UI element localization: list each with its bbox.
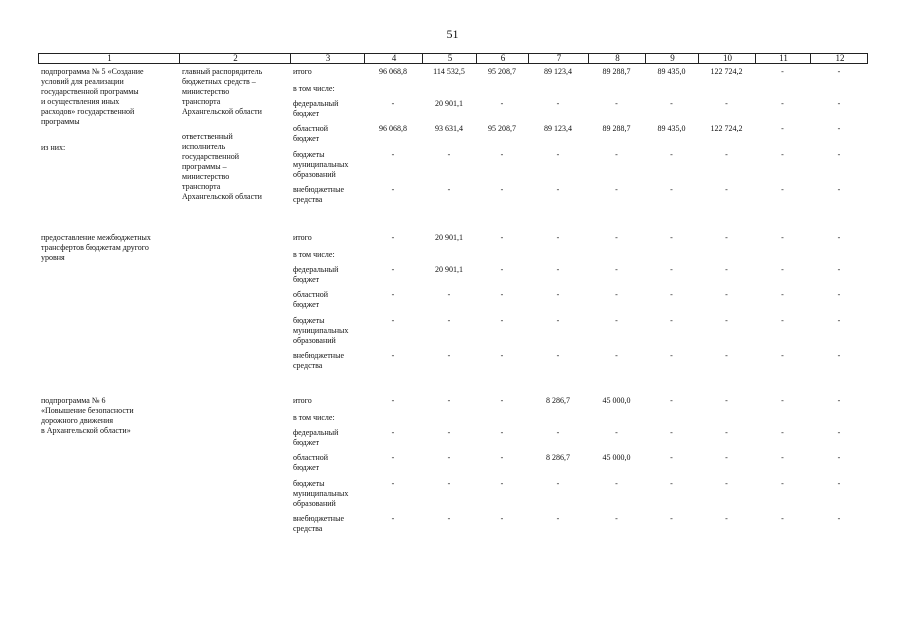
value-cell: - <box>556 428 560 437</box>
funding-source-label: внебюджетные средства <box>293 351 344 370</box>
value-cell: - <box>500 453 504 462</box>
value-cell: - <box>781 124 784 133</box>
funding-source-label: областной бюджет <box>293 124 329 143</box>
value-cell: - <box>391 479 395 488</box>
value-cell: - <box>447 290 451 299</box>
value-cell: - <box>615 316 618 325</box>
value-cell: - <box>781 479 784 488</box>
value-cell: - <box>500 316 504 325</box>
value-cell: - <box>837 316 841 325</box>
value-cell: - <box>781 514 784 523</box>
value-cell: - <box>556 99 560 108</box>
value-cell: - <box>725 428 728 437</box>
value-cell: - <box>837 453 841 462</box>
value-cell: - <box>391 265 395 274</box>
value-cell: - <box>556 351 560 360</box>
value-cell: - <box>725 233 728 242</box>
value-cell: - <box>500 514 504 523</box>
value-cell: - <box>615 514 618 523</box>
value-cell: 95 208,7 <box>488 67 516 76</box>
value-cell: - <box>391 351 395 360</box>
header-divider <box>422 54 423 63</box>
value-cell: - <box>556 290 560 299</box>
funding-source-label: бюджеты муниципальных образований <box>293 479 349 508</box>
value-cell: - <box>391 185 395 194</box>
value-cell: - <box>837 124 841 133</box>
value-cell: 8 286,7 <box>546 453 570 462</box>
funding-source-label: федеральный бюджет <box>293 265 339 284</box>
header-divider <box>528 54 529 63</box>
value-cell: - <box>725 290 728 299</box>
value-cell: - <box>837 396 841 405</box>
value-cell: - <box>615 265 618 274</box>
value-cell: - <box>615 99 618 108</box>
value-cell: - <box>670 233 673 242</box>
value-cell: - <box>725 99 728 108</box>
header-divider <box>290 54 291 63</box>
value-cell: - <box>837 428 841 437</box>
value-cell: - <box>391 150 395 159</box>
value-cell: - <box>500 479 504 488</box>
value-cell: - <box>391 233 395 242</box>
value-cell: 93 631,4 <box>435 124 463 133</box>
value-cell: - <box>500 351 504 360</box>
value-cell: - <box>556 265 560 274</box>
header-col-3: 3 <box>325 53 331 63</box>
value-cell: - <box>781 290 784 299</box>
value-cell: - <box>447 150 451 159</box>
value-cell: - <box>447 351 451 360</box>
value-cell: 89 288,7 <box>602 67 631 76</box>
value-cell: - <box>556 185 560 194</box>
value-cell: - <box>500 99 504 108</box>
value-cell: - <box>556 514 560 523</box>
value-cell: - <box>725 396 728 405</box>
section-title: подпрограмма № 5 «Создание условий для реализации государственной программы и осуществления иных расходов» государственной программы <box>41 67 144 126</box>
funding-source-label: областной бюджет <box>293 453 329 472</box>
funding-source-label: в том числе: <box>293 413 335 422</box>
value-cell: - <box>670 290 673 299</box>
value-cell: 89 435,0 <box>657 124 686 133</box>
funding-source-label: в том числе: <box>293 250 335 259</box>
funding-source-label: внебюджетные средства <box>293 185 344 204</box>
section-subheading: из них: <box>41 143 66 152</box>
section-title: предоставление межбюджетных трансфертов бюджетам другого уровня <box>41 233 151 262</box>
responsible-executor: ответственный исполнитель государственной программы – министерство транспорта Архангельской области <box>182 132 262 201</box>
value-cell: - <box>837 185 841 194</box>
value-cell: - <box>781 453 784 462</box>
funding-source-label: федеральный бюджет <box>293 428 339 447</box>
table-header <box>38 53 868 64</box>
header-col-12: 12 <box>835 53 845 63</box>
header-divider <box>698 54 699 63</box>
value-cell: - <box>500 233 504 242</box>
value-cell: - <box>556 150 560 159</box>
value-cell: - <box>837 351 841 360</box>
value-cell: - <box>447 316 451 325</box>
responsible-main-manager: главный распорядитель бюджетных средств – министерство транспорта Архангельской области <box>182 67 263 116</box>
value-cell: - <box>447 479 451 488</box>
value-cell: 8 286,7 <box>546 396 570 405</box>
value-cell: 122 724,2 <box>710 67 743 76</box>
header-divider <box>476 54 477 63</box>
header-col-5: 5 <box>447 53 453 63</box>
value-cell: - <box>781 265 784 274</box>
value-cell: - <box>670 150 673 159</box>
header-divider <box>364 54 365 63</box>
funding-source-label: бюджеты муниципальных образований <box>293 316 349 345</box>
value-cell: 89 435,0 <box>657 67 686 76</box>
header-col-2: 2 <box>233 53 238 63</box>
value-cell: 122 724,2 <box>710 124 743 133</box>
value-cell: - <box>670 316 673 325</box>
value-cell: - <box>391 290 395 299</box>
value-cell: - <box>670 514 673 523</box>
value-cell: - <box>781 67 784 76</box>
value-cell: - <box>837 479 841 488</box>
value-cell: - <box>781 428 784 437</box>
value-cell: - <box>556 316 560 325</box>
funding-source-label: в том числе: <box>293 84 335 93</box>
value-cell: - <box>670 265 673 274</box>
value-cell: - <box>670 453 673 462</box>
header-divider <box>645 54 646 63</box>
page-number: 51 <box>446 27 459 41</box>
header-col-8: 8 <box>615 53 620 63</box>
value-cell: 45 000,0 <box>602 396 631 405</box>
funding-source-label: итого <box>293 233 312 242</box>
value-cell: - <box>615 150 618 159</box>
value-cell: - <box>725 514 728 523</box>
header-col-11: 11 <box>779 53 788 63</box>
value-cell: - <box>500 150 504 159</box>
header-divider <box>755 54 756 63</box>
value-cell: - <box>781 351 784 360</box>
value-cell: 89 288,7 <box>602 124 631 133</box>
value-cell: - <box>391 99 395 108</box>
value-cell: - <box>391 316 395 325</box>
value-cell: - <box>500 185 504 194</box>
value-cell: - <box>837 514 841 523</box>
value-cell: - <box>615 233 618 242</box>
value-cell: - <box>725 265 728 274</box>
value-cell: 45 000,0 <box>602 453 631 462</box>
value-cell: - <box>670 479 673 488</box>
value-cell: 114 532,5 <box>433 67 465 76</box>
value-cell: - <box>781 99 784 108</box>
value-cell: - <box>500 265 504 274</box>
header-col-7: 7 <box>556 53 562 63</box>
value-cell: - <box>837 99 841 108</box>
value-cell: 20 901,1 <box>435 265 463 274</box>
value-cell: - <box>670 351 673 360</box>
value-cell: - <box>556 233 560 242</box>
value-cell: - <box>725 185 728 194</box>
value-cell: - <box>615 351 618 360</box>
value-cell: 20 901,1 <box>435 99 463 108</box>
header-col-4: 4 <box>391 53 397 63</box>
value-cell: - <box>781 233 784 242</box>
value-cell: - <box>837 233 841 242</box>
header-col-6: 6 <box>500 53 506 63</box>
value-cell: - <box>447 453 451 462</box>
value-cell: - <box>725 479 728 488</box>
value-cell: - <box>781 396 784 405</box>
funding-source-label: итого <box>293 396 312 405</box>
value-cell: - <box>500 428 504 437</box>
value-cell: - <box>615 428 618 437</box>
value-cell: - <box>670 185 673 194</box>
value-cell: - <box>837 150 841 159</box>
value-cell: - <box>615 290 618 299</box>
funding-source-label: областной бюджет <box>293 290 329 309</box>
header-col-10: 10 <box>723 53 732 63</box>
value-cell: - <box>837 67 841 76</box>
value-cell: - <box>447 428 451 437</box>
value-cell: - <box>725 453 728 462</box>
value-cell: 89 123,4 <box>544 67 572 76</box>
value-cell: 95 208,7 <box>488 124 516 133</box>
value-cell: - <box>781 185 784 194</box>
value-cell: - <box>500 396 504 405</box>
value-cell: - <box>670 99 673 108</box>
header-divider <box>179 54 180 63</box>
value-cell: 89 123,4 <box>544 124 572 133</box>
value-cell: - <box>447 185 451 194</box>
value-cell: - <box>725 150 728 159</box>
value-cell: 96 068,8 <box>379 67 407 76</box>
value-cell: - <box>615 185 618 194</box>
header-divider <box>588 54 589 63</box>
funding-source-label: итого <box>293 67 312 76</box>
value-cell: - <box>781 150 784 159</box>
section-title: подпрограмма № 6 «Повышение безопасности дорожного движения в Архангельской области» <box>41 396 134 435</box>
value-cell: - <box>725 316 728 325</box>
value-cell: - <box>781 316 784 325</box>
funding-source-label: внебюджетные средства <box>293 514 344 533</box>
value-cell: - <box>391 514 395 523</box>
value-cell: - <box>670 428 673 437</box>
funding-source-label: федеральный бюджет <box>293 99 339 118</box>
value-cell: - <box>556 479 560 488</box>
value-cell: - <box>391 396 395 405</box>
value-cell: - <box>837 290 841 299</box>
value-cell: - <box>500 290 504 299</box>
value-cell: - <box>670 396 673 405</box>
header-col-1: 1 <box>107 53 112 63</box>
value-cell: - <box>391 453 395 462</box>
header-divider <box>810 54 811 63</box>
header-col-9: 9 <box>670 53 675 63</box>
value-cell: - <box>391 428 395 437</box>
value-cell: 20 901,1 <box>435 233 463 242</box>
value-cell: - <box>447 396 451 405</box>
value-cell: - <box>725 351 728 360</box>
value-cell: - <box>837 265 841 274</box>
value-cell: 96 068,8 <box>379 124 407 133</box>
value-cell: - <box>447 514 451 523</box>
value-cell: - <box>615 479 618 488</box>
funding-source-label: бюджеты муниципальных образований <box>293 150 349 179</box>
